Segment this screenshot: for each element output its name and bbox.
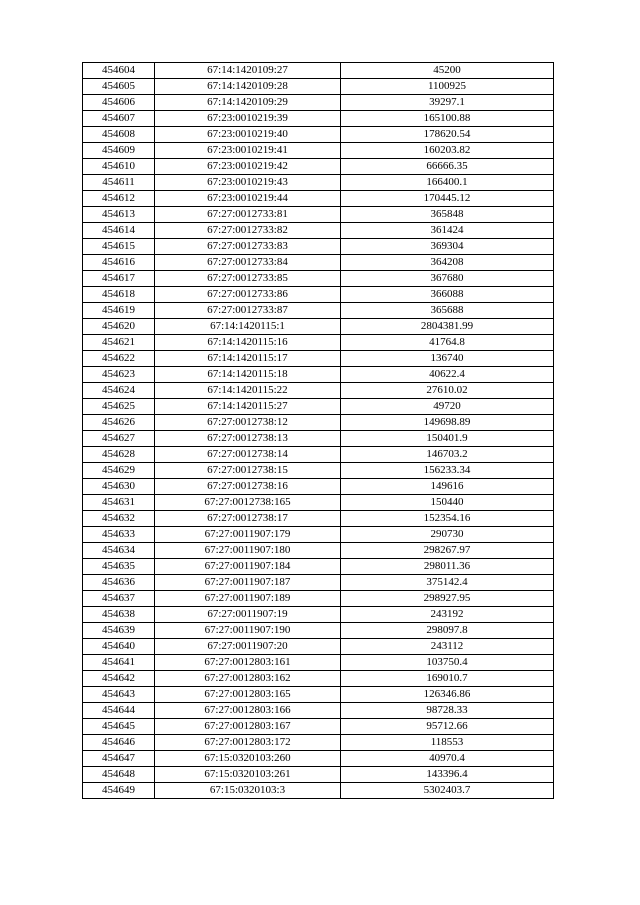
- table-row: [83, 287, 554, 303]
- value-cell: 243192: [341, 607, 554, 623]
- cadastral-number-cell: 67:23:0010219:42: [155, 159, 341, 175]
- cadastral-number-cell: 67:14:1420115:1: [155, 319, 341, 335]
- cadastral-number-cell: 67:27:0012738:17: [155, 511, 341, 527]
- value-cell: 298927.95: [341, 591, 554, 607]
- row-number-cell: 454636: [83, 575, 155, 591]
- row-number-cell: 454615: [83, 239, 155, 255]
- row-number-cell: 454642: [83, 671, 155, 687]
- row-number-cell: 454640: [83, 639, 155, 655]
- value-cell: 45200: [341, 63, 554, 79]
- value-cell: 98728.33: [341, 703, 554, 719]
- value-cell: 40622.4: [341, 367, 554, 383]
- cadastral-number-cell: 67:27:0012733:84: [155, 255, 341, 271]
- value-cell: 2804381.99: [341, 319, 554, 335]
- cadastral-number-cell: 67:15:0320103:3: [155, 783, 341, 799]
- row-number-cell: 454638: [83, 607, 155, 623]
- cadastral-number-cell: 67:14:1420115:18: [155, 367, 341, 383]
- row-number-cell: 454641: [83, 655, 155, 671]
- cadastral-number-cell: 67:27:0012803:161: [155, 655, 341, 671]
- value-cell: 149616: [341, 479, 554, 495]
- cadastral-number-cell: 67:27:0011907:190: [155, 623, 341, 639]
- value-cell: 365688: [341, 303, 554, 319]
- row-number-cell: 454610: [83, 159, 155, 175]
- cadastral-number-cell: 67:27:0012733:81: [155, 207, 341, 223]
- table-row: [83, 719, 554, 735]
- table-row: [83, 239, 554, 255]
- value-cell: 150401.9: [341, 431, 554, 447]
- table-row: [83, 111, 554, 127]
- cadastral-number-cell: 67:27:0012803:172: [155, 735, 341, 751]
- row-number-cell: 454630: [83, 479, 155, 495]
- table-row: [83, 335, 554, 351]
- value-cell: 165100.88: [341, 111, 554, 127]
- value-cell: 41764.8: [341, 335, 554, 351]
- table-row: [83, 767, 554, 783]
- row-number-cell: 454628: [83, 447, 155, 463]
- row-number-cell: 454639: [83, 623, 155, 639]
- row-number-cell: 454627: [83, 431, 155, 447]
- cadastral-number-cell: 67:23:0010219:39: [155, 111, 341, 127]
- table-row: [83, 479, 554, 495]
- cadastral-number-cell: 67:14:1420109:27: [155, 63, 341, 79]
- table-row: [83, 495, 554, 511]
- table-row: [83, 127, 554, 143]
- cadastral-number-cell: 67:27:0011907:20: [155, 639, 341, 655]
- value-cell: 178620.54: [341, 127, 554, 143]
- cadastral-number-cell: 67:15:0320103:261: [155, 767, 341, 783]
- row-number-cell: 454609: [83, 143, 155, 159]
- row-number-cell: 454637: [83, 591, 155, 607]
- data-table: [82, 62, 554, 799]
- table-row: [83, 639, 554, 655]
- value-cell: 375142.4: [341, 575, 554, 591]
- table-row: [83, 95, 554, 111]
- cadastral-number-cell: 67:27:0012738:15: [155, 463, 341, 479]
- table-row: [83, 223, 554, 239]
- table-row: [83, 383, 554, 399]
- table-row: [83, 351, 554, 367]
- table-row: [83, 511, 554, 527]
- cadastral-number-cell: 67:27:0012733:85: [155, 271, 341, 287]
- table-row: [83, 671, 554, 687]
- cadastral-number-cell: 67:27:0012738:165: [155, 495, 341, 511]
- cadastral-number-cell: 67:27:0011907:179: [155, 527, 341, 543]
- row-number-cell: 454646: [83, 735, 155, 751]
- value-cell: 39297.1: [341, 95, 554, 111]
- table-row: [83, 79, 554, 95]
- table-row: [83, 527, 554, 543]
- table-row: [83, 687, 554, 703]
- value-cell: 365848: [341, 207, 554, 223]
- row-number-cell: 454616: [83, 255, 155, 271]
- cadastral-number-cell: 67:27:0012738:12: [155, 415, 341, 431]
- table-row: [83, 399, 554, 415]
- cadastral-number-cell: 67:14:1420115:17: [155, 351, 341, 367]
- cadastral-number-cell: 67:27:0011907:180: [155, 543, 341, 559]
- row-number-cell: 454605: [83, 79, 155, 95]
- value-cell: 143396.4: [341, 767, 554, 783]
- value-cell: 366088: [341, 287, 554, 303]
- row-number-cell: 454623: [83, 367, 155, 383]
- table-row: [83, 415, 554, 431]
- cadastral-number-cell: 67:14:1420115:27: [155, 399, 341, 415]
- table-row: [83, 159, 554, 175]
- value-cell: 298267.97: [341, 543, 554, 559]
- row-number-cell: 454648: [83, 767, 155, 783]
- cadastral-number-cell: 67:23:0010219:40: [155, 127, 341, 143]
- value-cell: 364208: [341, 255, 554, 271]
- table-row: [83, 703, 554, 719]
- table-row: [83, 319, 554, 335]
- row-number-cell: 454620: [83, 319, 155, 335]
- row-number-cell: 454624: [83, 383, 155, 399]
- value-cell: 149698.89: [341, 415, 554, 431]
- row-number-cell: 454632: [83, 511, 155, 527]
- row-number-cell: 454608: [83, 127, 155, 143]
- value-cell: 290730: [341, 527, 554, 543]
- row-number-cell: 454633: [83, 527, 155, 543]
- cadastral-number-cell: 67:14:1420109:28: [155, 79, 341, 95]
- row-number-cell: 454629: [83, 463, 155, 479]
- row-number-cell: 454611: [83, 175, 155, 191]
- table-row: [83, 255, 554, 271]
- table-row: [83, 303, 554, 319]
- value-cell: 170445.12: [341, 191, 554, 207]
- cadastral-number-cell: 67:14:1420115:22: [155, 383, 341, 399]
- row-number-cell: 454612: [83, 191, 155, 207]
- table-row: [83, 559, 554, 575]
- table-body: [83, 63, 554, 799]
- table-row: [83, 271, 554, 287]
- value-cell: 146703.2: [341, 447, 554, 463]
- table-row: [83, 591, 554, 607]
- cadastral-number-cell: 67:27:0011907:189: [155, 591, 341, 607]
- value-cell: 243112: [341, 639, 554, 655]
- table-row: [83, 175, 554, 191]
- cadastral-number-cell: 67:15:0320103:260: [155, 751, 341, 767]
- cadastral-number-cell: 67:27:0012738:13: [155, 431, 341, 447]
- value-cell: 136740: [341, 351, 554, 367]
- value-cell: 150440: [341, 495, 554, 511]
- cadastral-number-cell: 67:14:1420109:29: [155, 95, 341, 111]
- row-number-cell: 454619: [83, 303, 155, 319]
- table-row: [83, 463, 554, 479]
- value-cell: 367680: [341, 271, 554, 287]
- value-cell: 40970.4: [341, 751, 554, 767]
- value-cell: 169010.7: [341, 671, 554, 687]
- value-cell: 152354.16: [341, 511, 554, 527]
- row-number-cell: 454631: [83, 495, 155, 511]
- table-row: [83, 191, 554, 207]
- value-cell: 126346.86: [341, 687, 554, 703]
- row-number-cell: 454635: [83, 559, 155, 575]
- cadastral-number-cell: 67:14:1420115:16: [155, 335, 341, 351]
- cadastral-number-cell: 67:27:0012733:82: [155, 223, 341, 239]
- cadastral-number-cell: 67:23:0010219:44: [155, 191, 341, 207]
- value-cell: 95712.66: [341, 719, 554, 735]
- cadastral-number-cell: 67:27:0012803:162: [155, 671, 341, 687]
- value-cell: 27610.02: [341, 383, 554, 399]
- row-number-cell: 454607: [83, 111, 155, 127]
- cadastral-number-cell: 67:27:0011907:187: [155, 575, 341, 591]
- cadastral-number-cell: 67:27:0012733:86: [155, 287, 341, 303]
- value-cell: 361424: [341, 223, 554, 239]
- row-number-cell: 454644: [83, 703, 155, 719]
- row-number-cell: 454604: [83, 63, 155, 79]
- row-number-cell: 454626: [83, 415, 155, 431]
- value-cell: 166400.1: [341, 175, 554, 191]
- row-number-cell: 454618: [83, 287, 155, 303]
- table-row: [83, 143, 554, 159]
- table-row: [83, 207, 554, 223]
- row-number-cell: 454649: [83, 783, 155, 799]
- cadastral-number-cell: 67:27:0012803:167: [155, 719, 341, 735]
- value-cell: 49720: [341, 399, 554, 415]
- cadastral-number-cell: 67:23:0010219:43: [155, 175, 341, 191]
- cadastral-number-cell: 67:27:0011907:19: [155, 607, 341, 623]
- value-cell: 103750.4: [341, 655, 554, 671]
- row-number-cell: 454622: [83, 351, 155, 367]
- table-row: [83, 447, 554, 463]
- row-number-cell: 454647: [83, 751, 155, 767]
- table-row: [83, 783, 554, 799]
- value-cell: 298097.8: [341, 623, 554, 639]
- row-number-cell: 454643: [83, 687, 155, 703]
- row-number-cell: 454613: [83, 207, 155, 223]
- row-number-cell: 454614: [83, 223, 155, 239]
- value-cell: 66666.35: [341, 159, 554, 175]
- cadastral-number-cell: 67:27:0012733:87: [155, 303, 341, 319]
- value-cell: 5302403.7: [341, 783, 554, 799]
- row-number-cell: 454606: [83, 95, 155, 111]
- table-row: [83, 655, 554, 671]
- table-row: [83, 751, 554, 767]
- value-cell: 1100925: [341, 79, 554, 95]
- table-row: [83, 735, 554, 751]
- value-cell: 118553: [341, 735, 554, 751]
- row-number-cell: 454645: [83, 719, 155, 735]
- row-number-cell: 454617: [83, 271, 155, 287]
- row-number-cell: 454634: [83, 543, 155, 559]
- value-cell: 369304: [341, 239, 554, 255]
- cadastral-number-cell: 67:27:0012733:83: [155, 239, 341, 255]
- row-number-cell: 454621: [83, 335, 155, 351]
- table-row: [83, 431, 554, 447]
- cadastral-number-cell: 67:27:0012738:14: [155, 447, 341, 463]
- value-cell: 160203.82: [341, 143, 554, 159]
- table-row: [83, 623, 554, 639]
- value-cell: 298011.36: [341, 559, 554, 575]
- cadastral-number-cell: 67:27:0012803:165: [155, 687, 341, 703]
- row-number-cell: 454625: [83, 399, 155, 415]
- table-row: [83, 367, 554, 383]
- table-row: [83, 63, 554, 79]
- value-cell: 156233.34: [341, 463, 554, 479]
- table-row: [83, 575, 554, 591]
- cadastral-number-cell: 67:23:0010219:41: [155, 143, 341, 159]
- cadastral-number-cell: 67:27:0011907:184: [155, 559, 341, 575]
- table-row: [83, 543, 554, 559]
- table-row: [83, 607, 554, 623]
- cadastral-number-cell: 67:27:0012803:166: [155, 703, 341, 719]
- cadastral-number-cell: 67:27:0012738:16: [155, 479, 341, 495]
